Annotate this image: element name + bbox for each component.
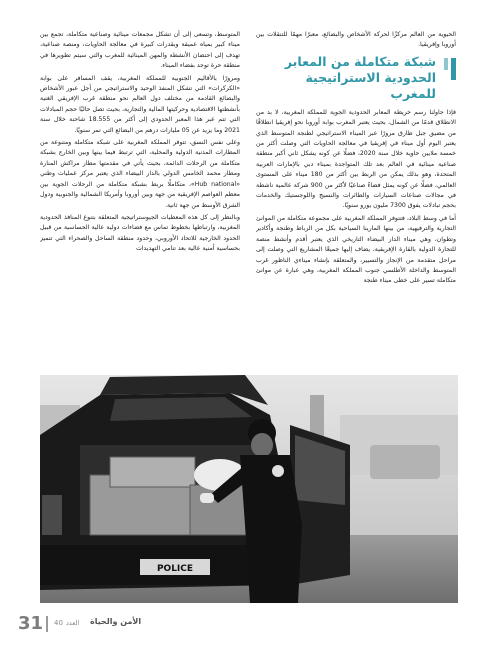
inspection-photo-illustration bbox=[40, 375, 458, 603]
issue-number: 40 bbox=[54, 619, 63, 627]
heading-bracket-icon bbox=[444, 58, 456, 80]
section-heading-text: شبكة متكاملة من المعابر الحدودية الاستراتيجية للمغرب bbox=[284, 53, 436, 101]
tail-light bbox=[42, 495, 62, 535]
page-number: 31 bbox=[18, 613, 44, 634]
paragraph: وبالنظر إلى كل هذه المعطيات الجيوستراتيجية المتعلقة بتنوع المنافذ الحدودية المغربية، وارتباطها بخطوط تماس مع فضاءات دولية عالية الحساسية من قبيل الحدود الخارجية للاتحاد الأوروبي، وحدود منطقة الساحل والصحراء التي تتميز بحساسية أمنية عالية بعد تنامي التهديدات bbox=[40, 213, 240, 253]
page-footer bbox=[18, 612, 218, 638]
license-plate-text: POLICE bbox=[156, 564, 194, 574]
left-column bbox=[40, 30, 240, 376]
officer-glove bbox=[200, 493, 214, 503]
intro-paragraph: الحيوية من العالم مركزًا لحركة الأشخاص والبضائع، معبرًا مهمًا للتنقلات بين أوروبا وإفريقيا. bbox=[256, 31, 456, 49]
section-heading bbox=[256, 54, 456, 102]
paragraph: فإذا حاولنا رسم خريطة المعابر الحدودية الجوية للمملكة المغربية، لا بد من الانطلاق قدمًا من الشمال، بحيث يعتبر المغرب بوابة أوروبا نحو إفريقيا انطلاقًا من مضيق جبل طارق مرورًا عبر الميناء الاستراتيجي لطنجة المتوسط الذي يعتبر اليوم أول ميناء في إفريقيا في معالجة الحاويات التي وصلت أكثر من خمسة ملايين حاوية خلال سنة 2020، فضلًا عن كونه يشكل ثاني أكبر منطقة صناعية مينائية في العالم بعد تلك المتواجدة بميناء دبي بالإمارات العربية المتحدة، وهو بذلك يمكن من الربط بين أكثر من 180 ميناء على المستوى العالمي، فضلًا عن كونه يمثل فضاءً صناعيًا لأكثر من 900 شركة عالمية ناشطة في مجالات صناعات السيارات والطائرات والنسيج واللوجستيك والخدمات بحجم تبادلات يفوق 7300 مليون يورو سنويًا. bbox=[256, 108, 456, 210]
paragraph: أما في وسط البلاد، فتتوفر المملكة المغربية على مجموعة متكاملة من الموانئ التجارية والترفيهية، من بينها المارينا السياحية بكل من الرباط وطنجة وأكادير وتطوان، وهي ميناء الدار البيضاء التاريخي الذي يعتبر أقدم وأنشط منصة للتجارة الدولية بالقارة الإفريقية، يضاف إليها جميعًا المشاريع التي وصلت إلى مراحل متقدمة من الإنجاز والتسيير، والمتعلقة بإنشاء ميناءي الناظور غرب المتوسط والداخلة الأطلسي جنوب المملكة المغربية، وهي عبارة عن موانئ متكاملة تسير على خطى ميناء طنجة bbox=[256, 214, 456, 285]
officer-badge bbox=[272, 465, 284, 477]
paragraph: وعلى نفس النسق، تتوفر المملكة المغربية على شبكة متكاملة ومتنوعة من المطارات المدنية الدولية والمحلية، التي ترتبط فيما بينها وبين الخارج بشبكة متكاملة من الرحلات الدائمة، بحيث يأتي في مقدمتها مطار مراكش المنارة ومطار محمد الخامس الدولي بالدار البيضاء الذي يعتبر مركز عمليات وطني «Hub national»، متكاملًا بربط بشبكة متكاملة من الرحلات الجوية بين معظم العواصم الإفريقية من جهة وبين أوروبا وأمريكا الشمالية والجنوبية ودول الشرق الأوسط من جهة ثانية. bbox=[40, 139, 240, 209]
inspection-photo bbox=[40, 375, 458, 603]
paragraph: المتوسط، وتسعى إلى أن تشكل مجمعات مينائية وصناعية متكاملة، تجمع بين ميناء كبير بمياه عميقة وبقدرات كبيرة في معالجة الحاويات، ومنصة صناعية، تهدف إلى احتضان الأنشطة والمهن المينائية للمغرب والتي سيتم تطويرها في منطقة حرة توجد بفضاء الميناء. bbox=[40, 31, 240, 70]
paragraph: ومرورًا بالأقاليم الجنوبية للمملكة المغربية، يقف المسافر على بوابة «الكركرات» التي تشكل المنفذ الوحيد والاستراتيجي من أجل عبور الأشخاص والبضائع القادمة من مختلف دول العالم نحو منطقة غرب الإفريقي الغنية بأنشطتها الاقتصادية وحركيتها المالية والتجارية، بحيث تصل حاليًا حجم المبادلات التي تتم عبر هذا المعبر الحدودي إلى أكثر من 18.555 شاحنة خلال سنة 2021 وما يزيد عن 05 مليارات درهم من البضائع التي تمر سنويًا. bbox=[40, 74, 240, 134]
footer-divider bbox=[46, 616, 48, 632]
cardboard-box bbox=[110, 457, 195, 487]
issue-label: العدد bbox=[66, 619, 80, 627]
magazine-name: الأمن والحياة bbox=[90, 617, 142, 626]
background-vehicle bbox=[370, 445, 440, 479]
right-column bbox=[256, 30, 456, 367]
officer-face bbox=[251, 433, 273, 457]
